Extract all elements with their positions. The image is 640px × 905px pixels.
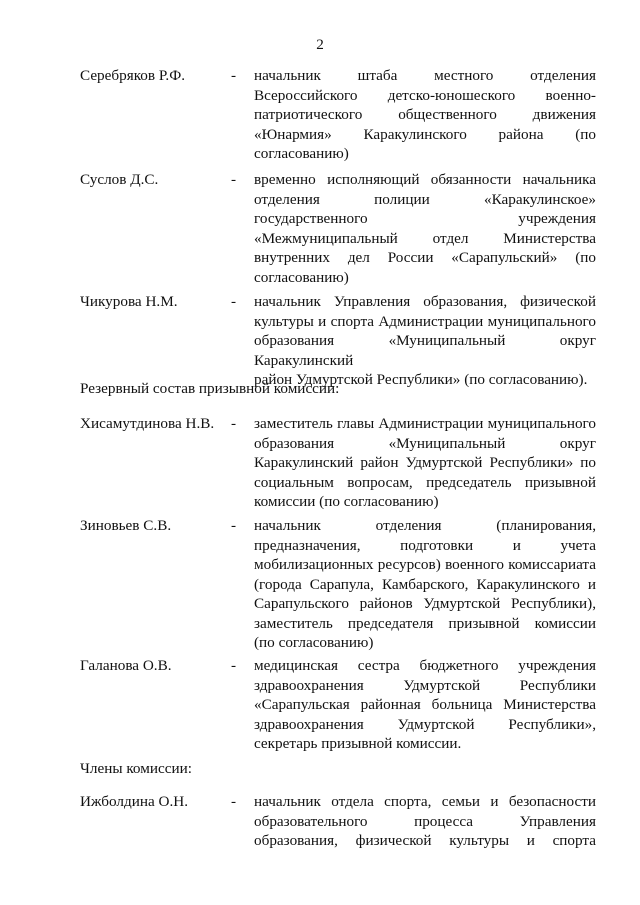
position-line: комиссии (по согласованию): [254, 493, 439, 510]
position-line: предназначения, подготовки и учета: [254, 536, 596, 554]
position-line: здравоохранения Удмуртской Республики: [254, 676, 596, 694]
position-line: согласованию): [254, 145, 349, 162]
dash-separator: -: [231, 415, 237, 432]
dash-separator: -: [231, 793, 237, 810]
member-position: [254, 292, 596, 390]
position-line: начальник отдела спорта, семьи и безопасности: [254, 793, 596, 810]
position-line: начальник отделения (планирования,: [254, 517, 596, 534]
dash-separator: -: [231, 517, 237, 534]
members-section-heading: Члены комиссии:: [80, 760, 192, 777]
position-line: «Межмуниципальный отдел Министерства: [254, 229, 596, 247]
position-line: образования «Муниципальный округ Каракулинский: [254, 332, 596, 369]
position-line: начальник Управления образования, физической: [254, 293, 596, 310]
member-name: Зиновьев С.В.: [80, 517, 172, 534]
position-line: здравоохранения Удмуртской Республики»,: [254, 715, 596, 733]
member-name: Хисамутдинова Н.В.: [80, 415, 215, 432]
position-line: «Сарапульская районная больница Министерства: [254, 696, 596, 713]
position-line: образовательного процесса Управления: [254, 812, 596, 830]
position-line: Каракулинский район Удмуртской Республики» по: [254, 454, 596, 471]
position-line: (города Сарапула, Камбарского, Каракулинского и: [254, 575, 596, 593]
position-line: заместитель председателя призывной комиссии: [254, 614, 596, 632]
position-line: медицинская сестра бюджетного учреждения: [254, 657, 596, 674]
position-line: патриотического общественного движения: [254, 106, 596, 123]
member-position: [254, 170, 596, 287]
page-number: 2: [316, 36, 324, 53]
member-position: [254, 414, 596, 512]
member-name: Галанова О.В.: [80, 657, 172, 674]
member-position: [254, 516, 596, 653]
member-position: [254, 656, 596, 754]
position-line: социальным вопросам, председатель призывной: [254, 473, 596, 491]
position-line: образования, физической культуры и спорта: [254, 832, 596, 849]
position-line: отделения полиции «Каракулинское»: [254, 190, 596, 208]
position-line: Всероссийского детско-юношеского военно-: [254, 86, 596, 104]
position-line: (по согласованию): [254, 634, 374, 651]
dash-separator: -: [231, 171, 237, 188]
member-position: [254, 792, 596, 851]
member-name: Суслов Д.С.: [80, 171, 159, 188]
position-line: внутренних дел России «Сарапульский» (по: [254, 249, 596, 266]
dash-separator: -: [231, 67, 237, 84]
member-name: Чикурова Н.М.: [80, 293, 178, 310]
position-line: согласованию): [254, 268, 349, 286]
position-line: «Юнармия» Каракулинского района (по: [254, 125, 596, 143]
position-line: культуры и спорта Администрации муниципального: [254, 312, 596, 330]
position-line: государственного учреждения: [254, 210, 596, 227]
member-position: [254, 66, 596, 164]
member-name: Ижболдина О.Н.: [80, 793, 189, 810]
dash-separator: -: [231, 293, 237, 310]
position-line: заместитель главы Администрации муниципального: [254, 415, 596, 432]
position-line: Сарапульского районов Удмуртской Республики),: [254, 595, 596, 612]
position-line: мобилизационных ресурсов) военного комиссариата: [254, 556, 596, 573]
position-line: район Удмуртской Республики» (по согласованию).: [254, 371, 588, 388]
position-line: секретарь призывной комиссии.: [254, 735, 462, 752]
position-line: начальник штаба местного отделения: [254, 67, 596, 84]
reserve-section-heading: Резервный состав призывной комиссии:: [80, 380, 340, 397]
position-line: образования «Муниципальный округ: [254, 434, 596, 452]
dash-separator: -: [231, 657, 237, 674]
member-name: Серебряков Р.Ф.: [80, 67, 186, 84]
position-line: временно исполняющий обязанности начальника: [254, 171, 596, 188]
